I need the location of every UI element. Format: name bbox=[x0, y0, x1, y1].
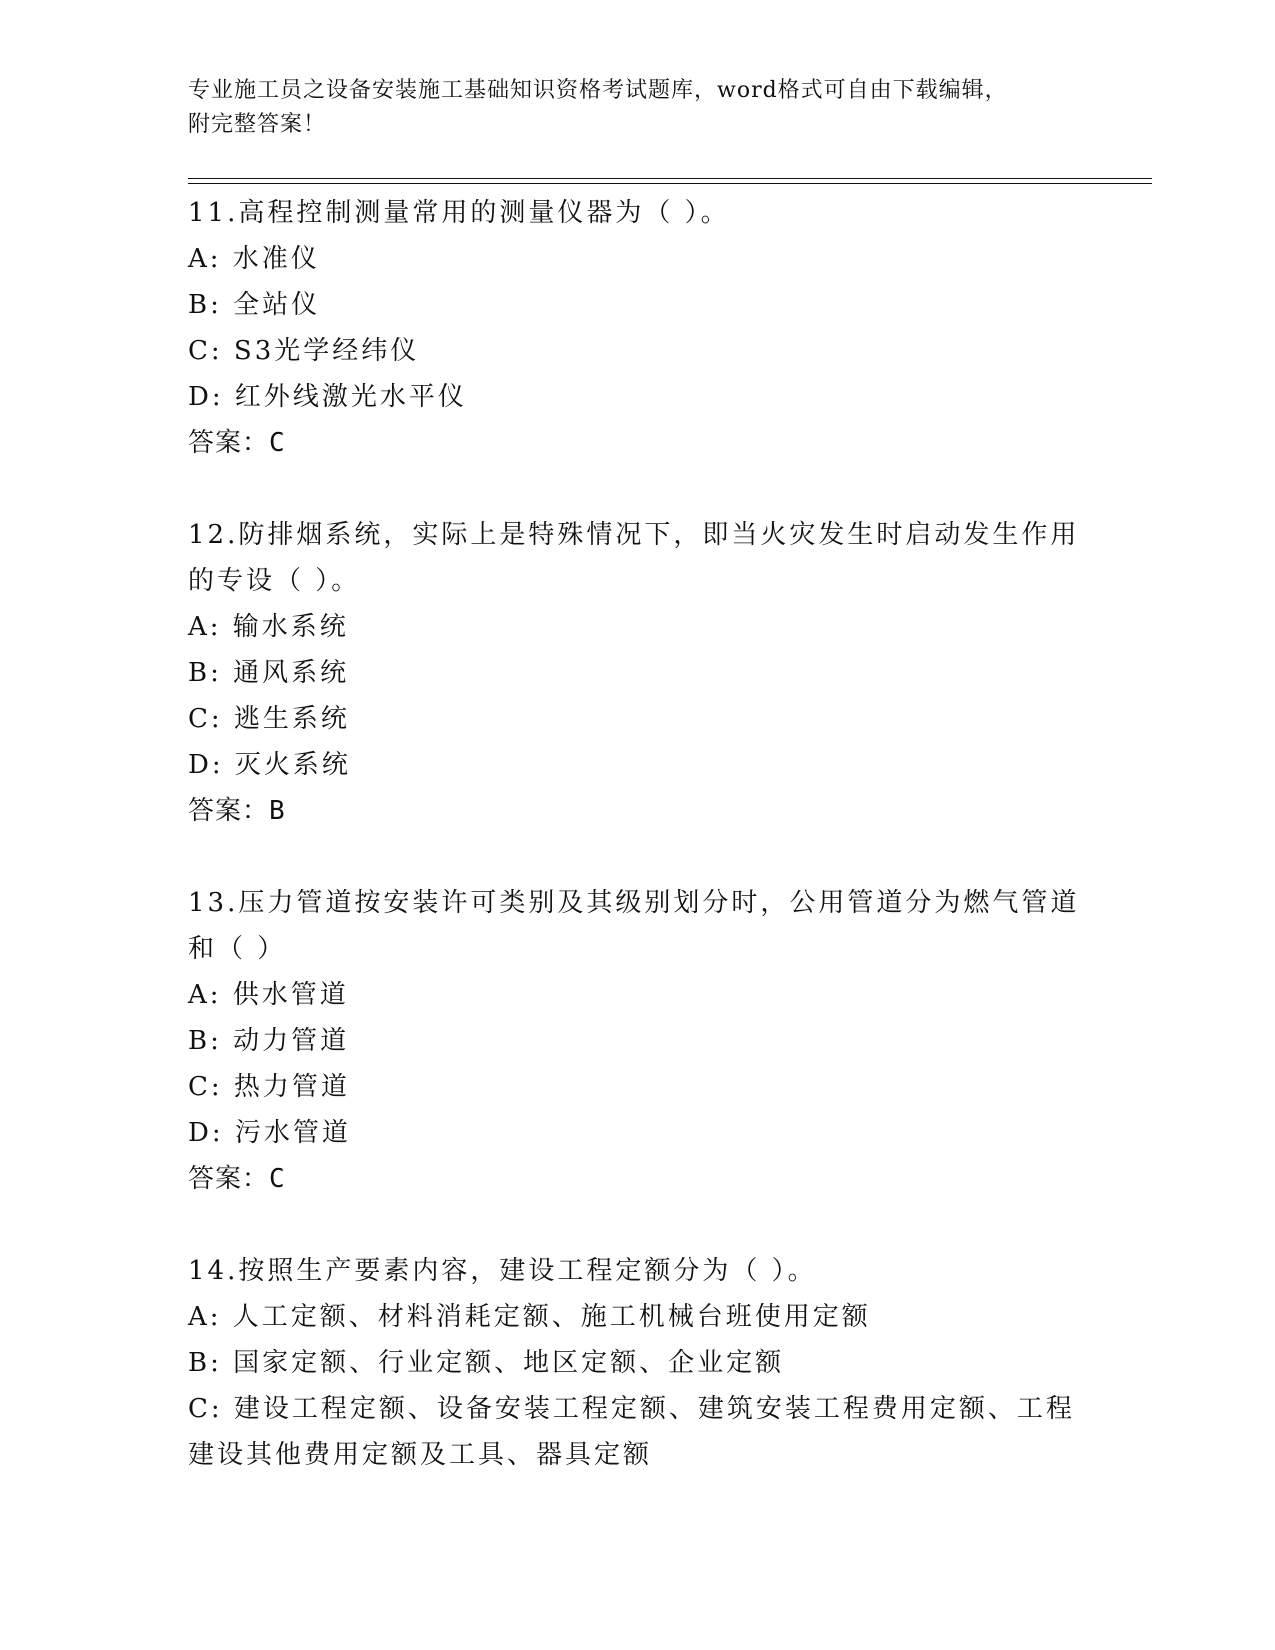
option-b: B: 国家定额、行业定额、地区定额、企业定额 bbox=[188, 1348, 785, 1378]
answer-value: C bbox=[269, 1164, 286, 1194]
option-d: D: 灭火系统 bbox=[188, 750, 351, 780]
option-b: B: 通风系统 bbox=[188, 658, 350, 688]
answer-value: C bbox=[269, 428, 286, 458]
option-a: A: 人工定额、材料消耗定额、施工机械台班使用定额 bbox=[188, 1302, 871, 1332]
answer-label: 答案： bbox=[188, 796, 270, 826]
question-stem: 11.高程控制测量常用的测量仪器为（ ）。 bbox=[188, 198, 730, 228]
option-d: D: 红外线激光水平仪 bbox=[188, 382, 467, 412]
answer-line bbox=[188, 420, 1088, 466]
option-c: C: 逃生系统 bbox=[188, 704, 350, 734]
option-c: C: S3光学经纬仪 bbox=[188, 336, 420, 366]
option-b: B: 动力管道 bbox=[188, 1026, 350, 1056]
question-13 bbox=[188, 880, 1088, 1202]
question-11 bbox=[188, 190, 1088, 466]
option-a: A: 供水管道 bbox=[188, 980, 349, 1010]
question-12 bbox=[188, 512, 1088, 834]
answer-value: B bbox=[269, 796, 286, 826]
question-stem: 13.压力管道按安装许可类别及其级别划分时，公用管道分为燃气管道和（ ） bbox=[188, 888, 1080, 964]
question-list bbox=[188, 190, 1088, 1524]
option-a: A: 水准仪 bbox=[188, 244, 320, 274]
header-line-2: 附完整答案！ bbox=[188, 112, 327, 137]
header-divider-top bbox=[188, 178, 1152, 179]
option-a: A: 输水系统 bbox=[188, 612, 349, 642]
document-header bbox=[188, 74, 1068, 142]
answer-label: 答案： bbox=[188, 428, 270, 458]
option-b: B: 全站仪 bbox=[188, 290, 321, 320]
question-14 bbox=[188, 1248, 1088, 1478]
question-stem: 14.按照生产要素内容，建设工程定额分为（ ）。 bbox=[188, 1256, 817, 1286]
header-line-1: 专业施工员之设备安装施工基础知识资格考试题库，word格式可自由下载编辑， bbox=[188, 78, 1008, 103]
header-divider-bottom bbox=[188, 183, 1152, 184]
answer-line bbox=[188, 1156, 1088, 1202]
answer-label: 答案： bbox=[188, 1164, 270, 1194]
option-d: D: 污水管道 bbox=[188, 1118, 351, 1148]
option-c: C: 热力管道 bbox=[188, 1072, 350, 1102]
question-stem: 12.防排烟系统，实际上是特殊情况下，即当火灾发生时启动发生作用的专设（ ）。 bbox=[188, 520, 1080, 596]
option-c: C: 建设工程定额、设备安装工程定额、建筑安装工程费用定额、工程建设其他费用定额及工具、器具定额 bbox=[188, 1394, 1075, 1470]
answer-line bbox=[188, 788, 1088, 834]
